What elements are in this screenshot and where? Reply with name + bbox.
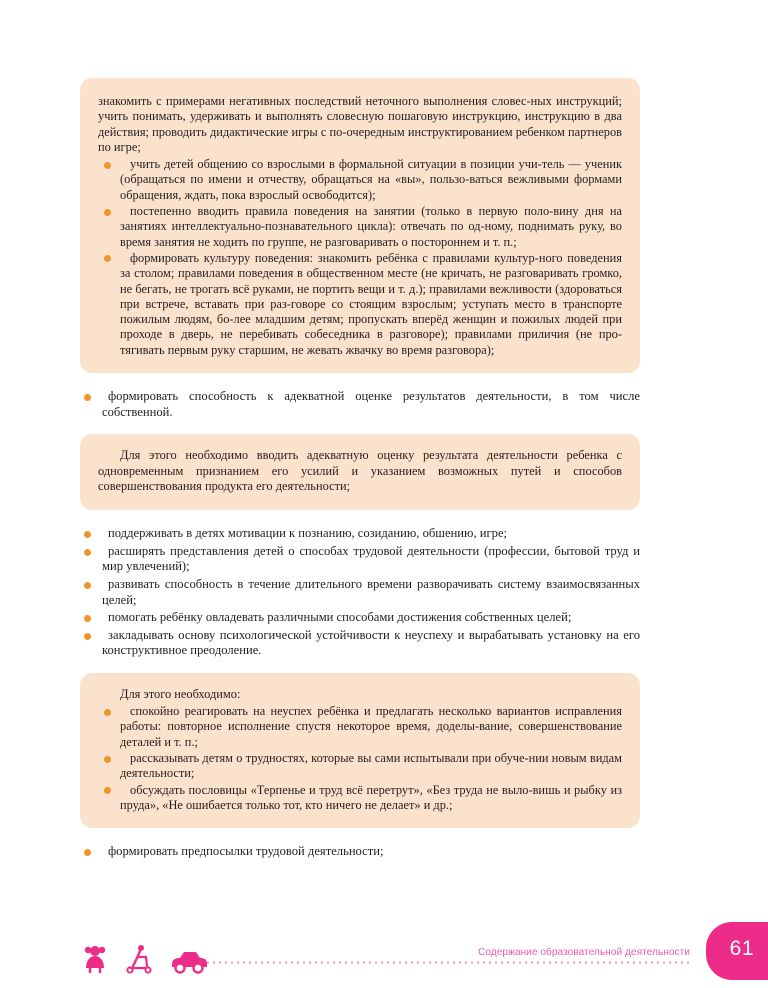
box1-bullet-item <box>98 251 622 358</box>
bullet-dot-icon <box>84 531 91 538</box>
bullet-dot-icon <box>84 582 91 589</box>
highlight-box-1 <box>80 78 640 373</box>
scooter-icon <box>124 944 154 974</box>
box1-bullet-text: формировать культуру поведения: знакомить ребёнка с правилами культур-ного поведения за столом; правилами поведения в общественном месте (не кричать, не разговаривать громко, не бегать, не трогать всё руками, не портить вещи и т. д.); правилами вежливости (здороваться при встрече, вставать при раз-говоре со стоящим взрослым; уступать место в транспорте пожилым людям, бо-лее младшим детям; пропускать вперёд женщин и пожилых людей при проходе в дверь, не перебивать собеседника в разговоре); правилами приличия (не про-тягивать первым руку старшим, не жевать жвачку во время разговора); <box>120 250 622 357</box>
list-item-text: расширять представления детей о способах трудовой деятельности (профессии, бытовой труд и мир увлечений); <box>102 543 640 574</box>
page-number: 61 <box>729 937 754 960</box>
highlight-box-2 <box>80 434 640 510</box>
box1-paragraph: знакомить с примерами негативных последствий неточного выполнения словес-ных инструкций; учить понимать, удерживать и выполнять словесную пошаговую инструкцию, инструкцию в два действия; проводить дидактические игры с по-очередным инструктированием ребенком партнеров по игре; <box>98 94 622 154</box>
footer-section-title: Содержание образовательной деятельности <box>478 947 690 958</box>
box1-bullet-text: учить детей общению со взрослыми в формальной ситуации в позиции учи-тель — ученик (обращаться по имени и отчеству, обращаться на «вы», пользо-ваться вежливыми формами обращения, ждать, пока взрослый освободится); <box>120 157 622 202</box>
box3-bullet-text: обсуждать пословицы «Терпенье и труд всё перетрут», «Без труда не выло-вишь и рыбку из пруда», «Не ошибается только тот, кто ничего не делает» и др.; <box>120 782 622 812</box>
list-item <box>80 544 640 575</box>
list-item <box>80 610 640 626</box>
bullet-dot-icon <box>84 394 91 401</box>
bullet-dot-icon <box>104 756 111 763</box>
plain-block-1 <box>80 389 640 420</box>
list-item-text: закладывать основу психологической устойчивости к неуспеху и вырабатывать установку на его конструктивное преодоление. <box>102 627 640 658</box>
bullet-dot-icon <box>104 209 111 216</box>
list-item <box>80 389 640 420</box>
box1-bullet-text: постепенно вводить правила поведения на занятии (только в первую поло-вину дня на занятиях интеллектуально-познавательного цикла): отвечать по од-ному, поднимать руку, во время занятия не ходить по группе, не разговаривать о постороннем и т. п.; <box>120 204 622 249</box>
footer-dotted-rule <box>205 961 690 964</box>
box3-intro: Для этого необходимо: <box>120 686 241 701</box>
list-item-text: формировать предпосылки трудовой деятельности; <box>108 844 384 859</box>
page-footer <box>0 920 768 988</box>
box1-bullet-item <box>98 157 622 203</box>
plain-block-3 <box>80 844 640 860</box>
bullet-dot-icon <box>84 849 91 856</box>
list-item <box>80 628 640 659</box>
list-item-text: формировать способность к адекватной оценке результатов деятельности, в том числе собственной. <box>102 389 640 419</box>
page-content <box>80 78 640 874</box>
bullet-dot-icon <box>84 633 91 640</box>
box1-bullet-item <box>98 204 622 250</box>
footer-icons <box>80 944 210 974</box>
list-item <box>80 526 640 542</box>
list-item-text: поддерживать в детях мотивации к познанию, созиданию, обшению, игре; <box>108 526 508 541</box>
box3-bullet-text: спокойно реагировать на неуспех ребёнка и предлагать несколько вариантов исправления работы: повторное исполнение спустя некоторое время, доделы-вание, совершенствование деталей и т. п.; <box>120 704 622 749</box>
list-item-text: помогать ребёнку овладевать различными способами достижения собственных целей; <box>108 610 572 625</box>
bullet-dot-icon <box>104 255 111 262</box>
plain-block-2 <box>80 526 640 659</box>
list-item-text: развивать способность в течение длительного времени разворачивать систему взаимосвязанных целей; <box>102 576 640 607</box>
box2-paragraph: Для этого необходимо вводить адекватную оценку результата деятельности ребенка с одновременным признанием его усилий и указанием возможных путей и способов совершенствования продукта его деятельности; <box>98 448 622 493</box>
bullet-dot-icon <box>84 615 91 622</box>
toy-car-icon <box>168 946 210 974</box>
bullet-dot-icon <box>84 549 91 556</box>
box3-bullet-item <box>98 783 622 814</box>
doll-toy-icon <box>80 944 110 974</box>
bullet-dot-icon <box>104 787 111 794</box>
list-item <box>80 844 640 860</box>
highlight-box-3 <box>80 673 640 828</box>
box3-bullet-item <box>98 704 622 750</box>
bullet-dot-icon <box>104 709 111 716</box>
list-item <box>80 577 640 608</box>
box3-bullet-item <box>98 751 622 782</box>
box3-bullet-text: рассказывать детям о трудностях, которые вы сами испытывали при обуче-нии новым видам деятельности; <box>120 751 622 781</box>
bullet-dot-icon <box>104 162 111 169</box>
